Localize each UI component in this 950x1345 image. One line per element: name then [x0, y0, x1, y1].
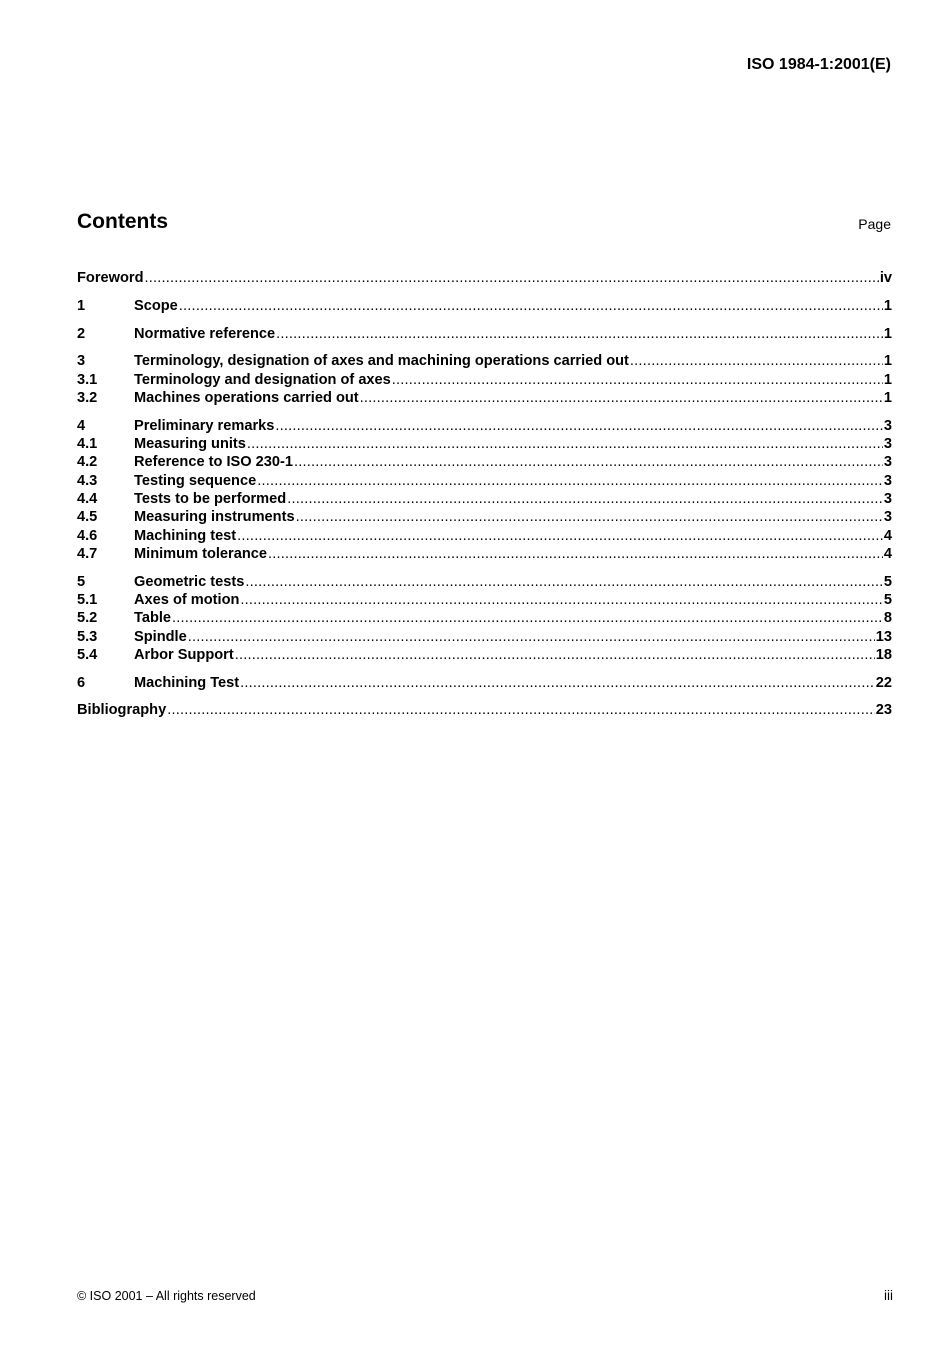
- page-column-label: Page: [858, 216, 891, 232]
- toc-entry-4-6[interactable]: [77, 527, 892, 545]
- toc-entry-4-2[interactable]: [77, 453, 892, 471]
- table-of-contents: [77, 269, 892, 720]
- toc-entry-title: Preliminary remarks: [134, 417, 275, 434]
- toc-entry-number: 3: [77, 353, 86, 370]
- toc-entry-1[interactable]: [77, 297, 892, 315]
- toc-entry-title: Machines operations carried out: [134, 389, 359, 406]
- toc-entry-number: 5.1: [77, 591, 98, 608]
- toc-dot-leader: [240, 591, 882, 609]
- toc-entry-page: 4: [883, 527, 892, 544]
- toc-entry-page: 8: [883, 610, 892, 627]
- toc-entry-5-3[interactable]: [77, 628, 892, 646]
- toc-dot-leader: [245, 573, 883, 591]
- toc-dot-leader: [294, 453, 883, 471]
- toc-dot-leader: [392, 371, 883, 389]
- toc-entry-title: Measuring units: [134, 436, 246, 453]
- toc-dot-leader: [172, 609, 883, 627]
- toc-entry-page: 1: [883, 353, 892, 370]
- toc-dot-leader: [276, 325, 883, 343]
- toc-entry-page: 5: [883, 573, 892, 590]
- toc-dot-leader: [296, 508, 883, 526]
- toc-entry-title: Foreword: [77, 270, 144, 286]
- toc-entry-title: Terminology, designation of axes and machining operations carried out: [134, 353, 629, 370]
- toc-entry-page: 4: [883, 545, 892, 562]
- toc-entry-5-4[interactable]: [77, 646, 892, 664]
- contents-title: Contents: [77, 210, 168, 233]
- toc-dot-leader: [287, 490, 883, 508]
- toc-dot-leader: [247, 435, 883, 453]
- toc-dot-leader: [257, 472, 883, 490]
- toc-entry-number: 4.2: [77, 454, 98, 471]
- toc-entry-title: Tests to be performed: [134, 490, 287, 507]
- contents-header: [77, 208, 891, 238]
- toc-entry-2[interactable]: [77, 325, 892, 343]
- footer-page-number: iii: [884, 1288, 893, 1303]
- toc-entry-3-2[interactable]: [77, 389, 892, 407]
- toc-entry-page: 23: [875, 702, 892, 719]
- toc-entry-6[interactable]: [77, 674, 892, 692]
- toc-entry-page: 3: [883, 454, 892, 471]
- toc-dot-leader: [360, 389, 883, 407]
- toc-entry-page: iv: [879, 270, 892, 286]
- toc-entry-page: 1: [883, 371, 892, 388]
- toc-entry-title: Minimum tolerance: [134, 545, 267, 562]
- toc-entry-title: Table: [134, 610, 172, 627]
- footer-copyright: © ISO 2001 – All rights reserved: [77, 1289, 256, 1303]
- toc-entry-title: Axes of motion: [134, 591, 240, 608]
- toc-entry-number: 4.6: [77, 527, 98, 544]
- toc-entry-number: 4.7: [77, 545, 98, 562]
- toc-entry-number: 6: [77, 674, 86, 691]
- toc-dot-leader: [144, 269, 878, 287]
- toc-entry-number: 5.4: [77, 646, 98, 663]
- toc-entry-4-5[interactable]: [77, 508, 892, 526]
- toc-dot-leader: [167, 701, 875, 719]
- toc-entry-number: 4.5: [77, 509, 98, 526]
- toc-entry-page: 18: [875, 646, 892, 663]
- toc-entry-title: Spindle: [134, 628, 187, 645]
- toc-entry-title: Reference to ISO 230-1: [134, 454, 293, 471]
- toc-entry-page: 3: [883, 472, 892, 489]
- toc-entry-page: 22: [875, 674, 892, 691]
- toc-entry-number: 4: [77, 417, 86, 434]
- toc-entry-number: 3.1: [77, 371, 98, 388]
- toc-entry-title: Measuring instruments: [134, 509, 295, 526]
- toc-entry-4-7[interactable]: [77, 545, 892, 563]
- toc-entry-page: 3: [883, 417, 892, 434]
- toc-entry-page: 1: [883, 389, 892, 406]
- toc-dot-leader: [275, 417, 883, 435]
- toc-dot-leader: [630, 352, 883, 370]
- toc-entry-number: 2: [77, 325, 86, 342]
- toc-entry-title: Bibliography: [77, 702, 167, 719]
- toc-entry-page: 3: [883, 436, 892, 453]
- toc-entry-title: Terminology and designation of axes: [134, 371, 391, 388]
- toc-entry-5-2[interactable]: [77, 609, 892, 627]
- toc-entry-3[interactable]: [77, 352, 892, 370]
- toc-entry-4[interactable]: [77, 417, 892, 435]
- toc-entry-page: 5: [883, 591, 892, 608]
- toc-entry-page: 1: [883, 325, 892, 342]
- toc-entry-4-1[interactable]: [77, 435, 892, 453]
- toc-dot-leader: [235, 646, 875, 664]
- toc-entry-number: 4.1: [77, 436, 98, 453]
- toc-entry-page: 13: [875, 628, 892, 645]
- toc-entry-title: Geometric tests: [134, 573, 245, 590]
- toc-entry-4-3[interactable]: [77, 472, 892, 490]
- toc-entry-number: 1: [77, 297, 86, 314]
- toc-entry-title: Machining Test: [134, 674, 240, 691]
- toc-entry-page: 1: [883, 297, 892, 314]
- toc-entry-foreword[interactable]: [77, 269, 892, 287]
- toc-entry-3-1[interactable]: [77, 371, 892, 389]
- toc-entry-5-1[interactable]: [77, 591, 892, 609]
- toc-entry-title: Arbor Support: [134, 646, 234, 663]
- toc-dot-leader: [179, 297, 883, 315]
- toc-entry-bibliography[interactable]: [77, 701, 892, 719]
- toc-entry-title: Machining test: [134, 527, 237, 544]
- toc-entry-number: 3.2: [77, 389, 98, 406]
- toc-entry-number: 5.2: [77, 610, 98, 627]
- toc-dot-leader: [268, 545, 883, 563]
- toc-entry-title: Scope: [134, 297, 178, 314]
- toc-entry-title: Normative reference: [134, 325, 276, 342]
- toc-entry-page: 3: [883, 490, 892, 507]
- document-id: ISO 1984-1:2001(E): [746, 56, 891, 73]
- toc-entry-title: Testing sequence: [134, 472, 257, 489]
- toc-entry-page: 3: [883, 509, 892, 526]
- toc-entry-number: 4.3: [77, 472, 98, 489]
- toc-entry-number: 5: [77, 573, 86, 590]
- toc-dot-leader: [237, 527, 883, 545]
- toc-entry-number: 5.3: [77, 628, 98, 645]
- toc-entry-4-4[interactable]: [77, 490, 892, 508]
- toc-entry-number: 4.4: [77, 490, 98, 507]
- toc-dot-leader: [188, 628, 875, 646]
- toc-entry-5[interactable]: [77, 573, 892, 591]
- toc-dot-leader: [240, 674, 875, 692]
